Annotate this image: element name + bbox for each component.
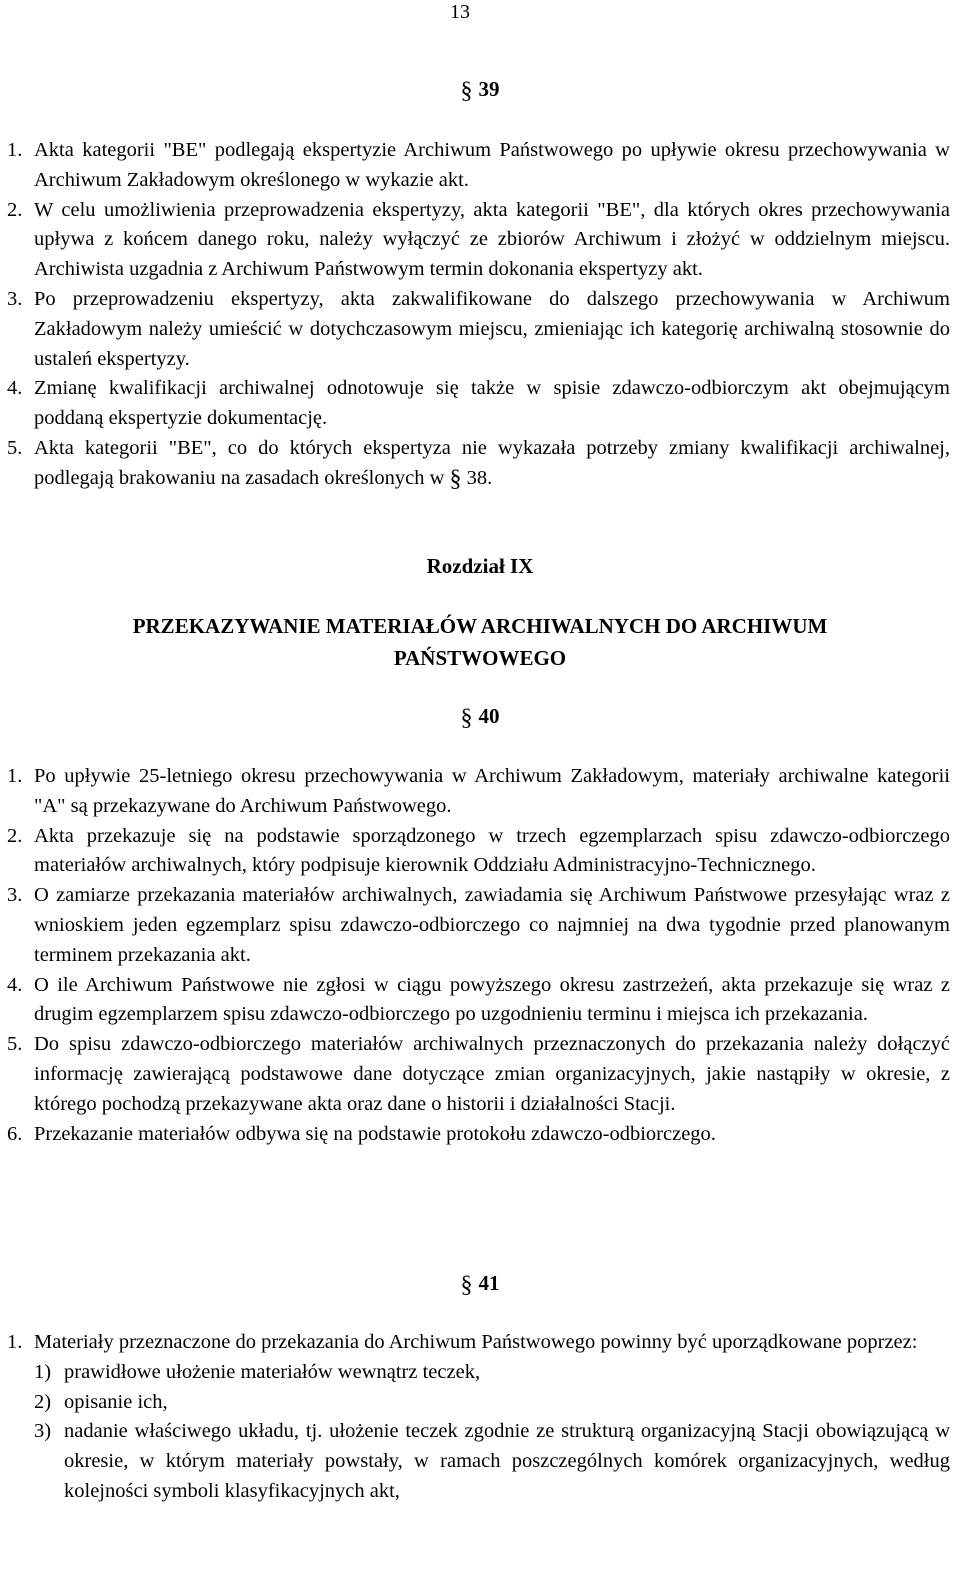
item-text: Zmianę kwalifikacji archiwalnej odnotowuje się także w spisie zdawczo-odbiorczym akt obejmującym poddaną ekspertyzie dokumentację. bbox=[34, 377, 950, 430]
item-number: 2. bbox=[7, 824, 23, 847]
section-40-heading bbox=[0, 703, 960, 731]
item-number: 5. bbox=[7, 436, 23, 459]
list-item bbox=[7, 136, 950, 196]
item-text: Akta przekazuje się na podstawie sporządzonego w trzech egzemplarzach spisu zdawczo-odbiorczego materiałów archiwalnych, który podpisuje kierownik Oddziału Administracyjno-Technicznego. bbox=[34, 824, 950, 877]
item-text: Akta kategorii "BE", co do których ekspertyza nie wykazała potrzeby zmiany kwalifikacji archiwalnej, podlegają brakowaniu na zasadach określonych w bbox=[34, 436, 950, 489]
item-text: O zamiarze przekazania materiałów archiwalnych, zawiadamia się Archiwum Państwowe przesyłając wraz z wnioskiem jeden egzemplarz spisu zdawczo-odbiorczego co najmniej na dwa tygodnie przed planowanym terminem przekazania akt. bbox=[34, 884, 950, 966]
chapter-title-line1: PRZEKAZYWANIE MATERIAŁÓW ARCHIWALNYCH DO ARCHIWUM bbox=[132, 614, 828, 638]
sub-list-item bbox=[7, 1388, 950, 1418]
item-text: W celu umożliwienia przeprowadzenia ekspertyzy, akta kategorii "BE", dla których okres przechowywania upływa z końcem danego roku, należy wyłączyć ze zbiorów Archiwum i złożyć w oddzielnym miejscu. Archiwista uzgadnia z Archiwum Państwowym termin dokonania ekspertyzy akt. bbox=[34, 198, 950, 281]
item-number: 1. bbox=[7, 1331, 23, 1353]
item-number: 1. bbox=[7, 139, 23, 161]
section-41-body bbox=[7, 1328, 950, 1507]
item-number: 4. bbox=[7, 377, 23, 400]
section-number: 41 bbox=[478, 1271, 500, 1295]
list-item bbox=[7, 374, 950, 434]
section-number: 40 bbox=[478, 704, 500, 728]
chapter-title-line2: PAŃSTWOWEGO bbox=[393, 646, 567, 670]
subitem-text: nadanie właściwego układu, tj. ułożenie teczek zgodnie ze strukturą organizacyjną Stacji obowiązującą w okresie, w którym materiały powstały, w ramach poszczególnych komórek organizacyjnych, według kolejności symboli klasyfikacyjnych akt, bbox=[64, 1420, 950, 1502]
list-item bbox=[7, 196, 950, 285]
section-sign: § bbox=[460, 78, 473, 104]
item-number: 5. bbox=[7, 1033, 23, 1056]
sub-list-item bbox=[7, 1358, 950, 1388]
list-item bbox=[7, 822, 950, 882]
list-item bbox=[7, 285, 950, 374]
section-39-body bbox=[7, 136, 950, 495]
subitem-number: 2) bbox=[34, 1390, 52, 1413]
section-41-heading bbox=[0, 1270, 960, 1298]
list-item bbox=[7, 1120, 950, 1150]
item-number: 2. bbox=[7, 198, 23, 221]
section-sign: § bbox=[449, 465, 462, 492]
list-item bbox=[7, 881, 950, 970]
page-number: 13 bbox=[450, 1, 470, 23]
item-text: Do spisu zdawczo-odbiorczego materiałów archiwalnych przeznaczonych do przekazania należy dołączyć informację zawierającą podstawowe dane dotyczące zmian organizacyjnych, jakie nastąpiły w okresie, z którego pochodzą przekazywane akta oraz dane o historii i działalności Stacji. bbox=[34, 1033, 950, 1115]
list-item bbox=[7, 1328, 950, 1358]
chapter-label: Rozdział IX bbox=[426, 554, 534, 578]
section-40-body bbox=[7, 762, 950, 1149]
list-item bbox=[7, 1030, 950, 1119]
item-text-after: 38. bbox=[461, 466, 493, 489]
section-number: 39 bbox=[478, 77, 500, 101]
list-item bbox=[7, 434, 950, 495]
list-item bbox=[7, 762, 950, 822]
item-text: O ile Archiwum Państwowe nie zgłosi w ciągu powyższego okresu zastrzeżeń, akta przekazuje się wraz z drugim egzemplarzem spisu zdawczo-odbiorczego po uzgodnieniu terminu i miejsca ich przekazania. bbox=[34, 973, 950, 1026]
subitem-text: opisanie ich, bbox=[64, 1390, 168, 1413]
item-text: Po przeprowadzeniu ekspertyzy, akta zakwalifikowane do dalszego przechowywania w Archiwum Zakładowym należy umieścić w dotychczasowym miejscu, zmieniając ich kategorię archiwalną stosownie do ustaleń ekspertyzy. bbox=[34, 287, 950, 370]
sub-list-item bbox=[7, 1417, 950, 1506]
item-number: 3. bbox=[7, 287, 23, 310]
section-sign: § bbox=[460, 705, 473, 731]
list-item bbox=[7, 971, 950, 1031]
item-number: 6. bbox=[7, 1122, 23, 1145]
subitem-number: 3) bbox=[34, 1420, 52, 1443]
item-text: Materiały przeznaczone do przekazania do Archiwum Państwowego powinny być uporządkowane poprzez: bbox=[34, 1331, 918, 1353]
item-number: 1. bbox=[7, 765, 23, 787]
section-39-heading bbox=[0, 76, 960, 104]
section-sign: § bbox=[460, 1272, 473, 1298]
item-text: Przekazanie materiałów odbywa się na podstawie protokołu zdawczo-odbiorczego. bbox=[34, 1122, 716, 1145]
item-number: 3. bbox=[7, 884, 23, 907]
item-text: Po upływie 25-letniego okresu przechowywania w Archiwum Zakładowym, materiały archiwalne kategorii "A" są przekazywane do Archiwum Państwowego. bbox=[34, 765, 950, 817]
item-number: 4. bbox=[7, 973, 23, 996]
subitem-text: prawidłowe ułożenie materiałów wewnątrz teczek, bbox=[64, 1360, 481, 1383]
subitem-number: 1) bbox=[34, 1360, 52, 1383]
item-text: Akta kategorii "BE" podlegają ekspertyzie Archiwum Państwowego po upływie okresu przechowywania w Archiwum Zakładowym określonego w wykazie akt. bbox=[34, 139, 950, 191]
